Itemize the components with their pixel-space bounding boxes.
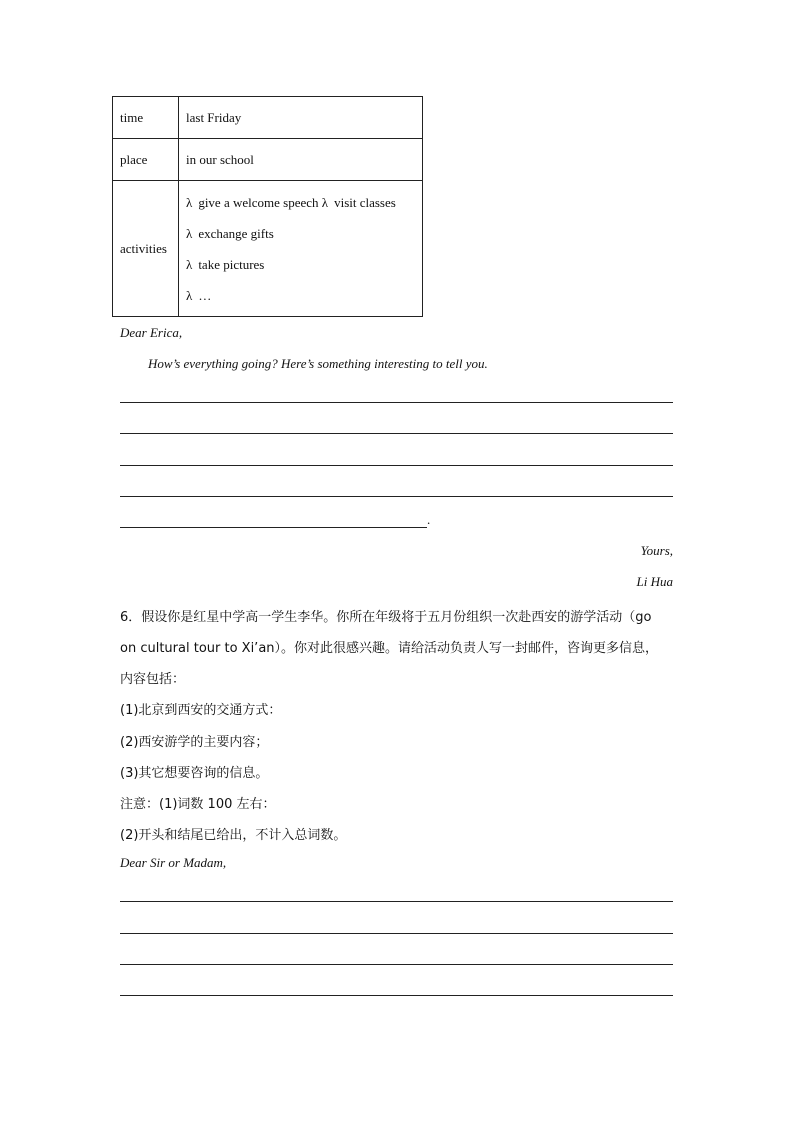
bullet-icon: λ — [186, 194, 193, 210]
q6-note: 注意：(1)词数 100 左右： — [120, 797, 276, 812]
activity-item: λ take pictures — [186, 256, 265, 272]
table-row-activities — [113, 181, 423, 317]
table-key-activities: activities — [113, 181, 179, 317]
table-key-place: place — [113, 139, 179, 181]
letter-salutation: Dear Erica, — [120, 325, 183, 340]
bullet-icon: λ — [321, 194, 329, 210]
q6-prompt-line1: 6．假设你是红星中学高一学生李华。你所在年级将于五月份组织一次赴西安的游学活动（go — [120, 610, 652, 625]
table-key-time: time — [113, 97, 179, 139]
activity-item: λ give a welcome speech λ visit classes — [186, 194, 396, 210]
letter-opening: How’s everything going? Here’s something interesting to tell you. — [148, 356, 488, 371]
writing-line — [120, 496, 673, 497]
letter-closing: Yours, — [640, 543, 673, 558]
writing-line — [120, 433, 673, 434]
writing-line — [120, 933, 673, 934]
activities-list — [179, 181, 423, 317]
q6-item: (2)西安游学的主要内容； — [120, 735, 269, 750]
writing-line — [120, 995, 673, 996]
q6-prompt-line3: 内容包括： — [120, 672, 186, 687]
table-row-time — [113, 97, 423, 139]
q6-note: (2)开头和结尾已给出，不计入总词数。 — [120, 828, 347, 843]
table-value-time: last Friday — [179, 97, 423, 139]
bullet-icon: λ — [186, 256, 193, 272]
info-table — [112, 96, 423, 317]
bullet-icon: λ — [186, 225, 193, 241]
end-period: . — [427, 512, 431, 527]
activity-item: λ … — [186, 287, 212, 303]
writing-line — [120, 964, 673, 965]
q6-item: (1)北京到西安的交通方式： — [120, 703, 282, 718]
letter-signature: Li Hua — [636, 574, 673, 589]
q6-prompt-line2: on cultural tour to Xi’an）。你对此很感兴趣。请给活动负责人写一封邮件，咨询更多信息， — [120, 641, 659, 656]
writing-line — [120, 901, 673, 902]
writing-line — [120, 402, 673, 403]
bullet-icon: λ — [186, 287, 193, 303]
writing-line-short — [120, 527, 427, 528]
table-value-place: in our school — [179, 139, 423, 181]
q6-item: (3)其它想要咨询的信息。 — [120, 766, 269, 781]
q6-salutation: Dear Sir or Madam, — [120, 855, 227, 870]
activity-item: λ exchange gifts — [186, 225, 274, 241]
table-row-place — [113, 139, 423, 181]
writing-line — [120, 465, 673, 466]
